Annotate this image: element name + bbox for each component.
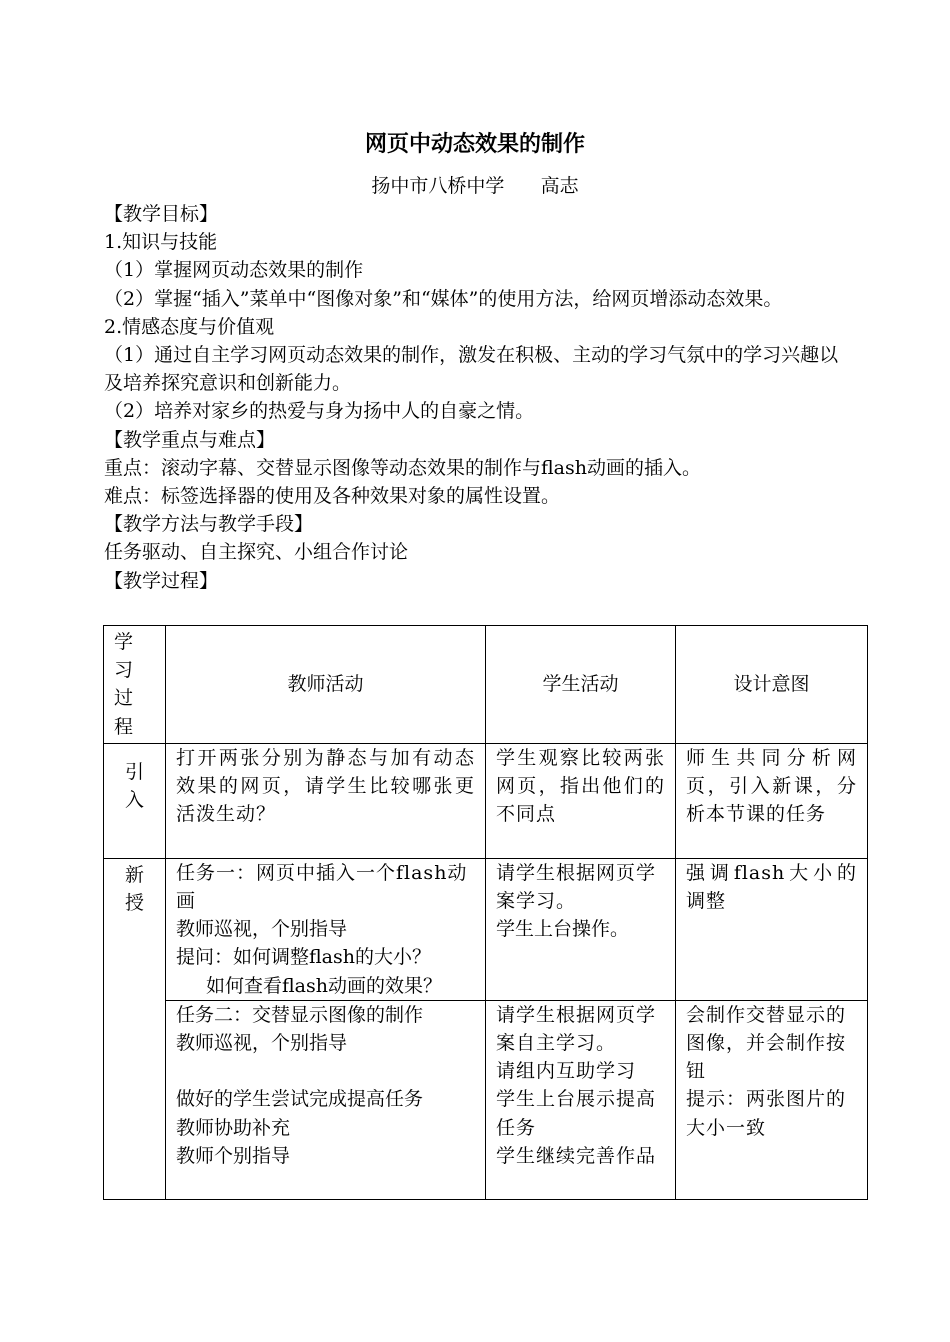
new2-teacher-line-3: 做好的学生尝试完成提高任务 bbox=[176, 1088, 424, 1111]
intro-intent: 师生共同分析网页，引入新课，分析本节课的任务 bbox=[676, 743, 868, 858]
lesson-plan-body bbox=[104, 200, 854, 595]
new2-student-line-1: 请学生根据网页学案自主学习。 bbox=[496, 1003, 657, 1055]
intro-stage bbox=[104, 743, 166, 858]
difficulty-point: 难点：标签选择器的使用及各种效果对象的属性设置。 bbox=[104, 485, 561, 508]
method-heading: 【教学方法与教学手段】 bbox=[104, 513, 314, 536]
header-intent: 设计意图 bbox=[676, 626, 868, 744]
new1-student-line-1: 请学生根据网页学案学习。 bbox=[496, 861, 657, 913]
intro-student: 学生观察比较两张网页，指出他们的不同点 bbox=[486, 743, 676, 858]
page-title: 网页中动态效果的制作 bbox=[364, 131, 585, 157]
header-student: 学生活动 bbox=[486, 626, 676, 744]
table-row-new1 bbox=[104, 858, 868, 1000]
header-stage-text: 学习过程 bbox=[114, 631, 134, 738]
new2-teacher-line-4: 教师协助补充 bbox=[176, 1116, 291, 1139]
new2-teacher bbox=[166, 1000, 486, 1199]
new2-student-line-3: 学生上台展示提高任务 bbox=[496, 1088, 657, 1139]
intro-teacher: 打开两张分别为静态与加有动态效果的网页，请学生比较哪张更活泼生动？ bbox=[166, 743, 486, 858]
new1-teacher-line-4: 如何查看flash动画的效果？ bbox=[206, 974, 442, 997]
new-stage bbox=[104, 858, 166, 1199]
knowledge-item-2: （2）掌握“插入”菜单中“图像对象”和“媒体”的使用方法，给网页增添动态效果。 bbox=[104, 287, 783, 310]
new-stage-text: 新授 bbox=[125, 863, 145, 915]
emotion-item-2: （2）培养对家乡的热爱与身为扬中人的自豪之情。 bbox=[104, 400, 535, 423]
new1-teacher-line-2: 教师巡视，个别指导 bbox=[176, 918, 348, 941]
new2-teacher-blank bbox=[176, 1057, 475, 1085]
new2-intent-line-1: 会制作交替显示的图像，并会制作按钮 bbox=[686, 1003, 847, 1083]
new2-teacher-line-1: 任务二：交替显示图像的制作 bbox=[176, 1003, 424, 1026]
process-table bbox=[103, 625, 868, 1200]
new2-student-line-4: 学生继续完善作品 bbox=[496, 1144, 657, 1167]
new2-teacher-line-2: 教师巡视，个别指导 bbox=[176, 1032, 348, 1055]
table-row-new2 bbox=[104, 1000, 868, 1199]
new1-student-line-2: 学生上台操作。 bbox=[496, 918, 630, 941]
key-heading: 【教学重点与难点】 bbox=[104, 428, 276, 451]
knowledge-item-1: （1）掌握网页动态效果的制作 bbox=[104, 259, 364, 282]
intro-stage-text: 引入 bbox=[125, 760, 145, 812]
new1-teacher bbox=[166, 858, 486, 1000]
new1-teacher-line-1: 任务一：网页中插入一个flash动画 bbox=[176, 861, 468, 913]
header-teacher: 教师活动 bbox=[166, 626, 486, 744]
new2-student-line-2: 请组内互助学习 bbox=[496, 1060, 637, 1083]
new1-student bbox=[486, 858, 676, 1000]
key-point: 重点：滚动字幕、交替显示图像等动态效果的制作与flash动画的插入。 bbox=[104, 456, 701, 479]
table-header-row bbox=[104, 626, 868, 744]
new2-intent bbox=[676, 1000, 868, 1199]
method-text: 任务驱动、自主探究、小组合作讨论 bbox=[104, 541, 409, 564]
table-row-intro bbox=[104, 743, 868, 858]
emotion-item-1: （1）通过自主学习网页动态效果的制作，激发在积极、主动的学习气氛中的学习兴趣以及培养探究意识和创新能力。 bbox=[104, 344, 839, 395]
new1-intent: 强调flash大小的调整 bbox=[676, 858, 868, 1000]
header-stage bbox=[104, 626, 166, 744]
knowledge-heading: 1.知识与技能 bbox=[104, 231, 218, 254]
goals-heading: 【教学目标】 bbox=[104, 203, 219, 225]
new1-teacher-line-3: 提问：如何调整flash的大小？ bbox=[176, 946, 431, 969]
author-line: 扬中市八桥中学 高志 bbox=[371, 175, 579, 197]
new2-intent-line-2: 提示：两张图片的大小一致 bbox=[686, 1088, 847, 1139]
emotion-heading: 2.情感态度与价值观 bbox=[104, 315, 275, 338]
new2-teacher-line-5: 教师个别指导 bbox=[176, 1144, 291, 1167]
new2-student bbox=[486, 1000, 676, 1199]
process-heading: 【教学过程】 bbox=[104, 569, 219, 592]
